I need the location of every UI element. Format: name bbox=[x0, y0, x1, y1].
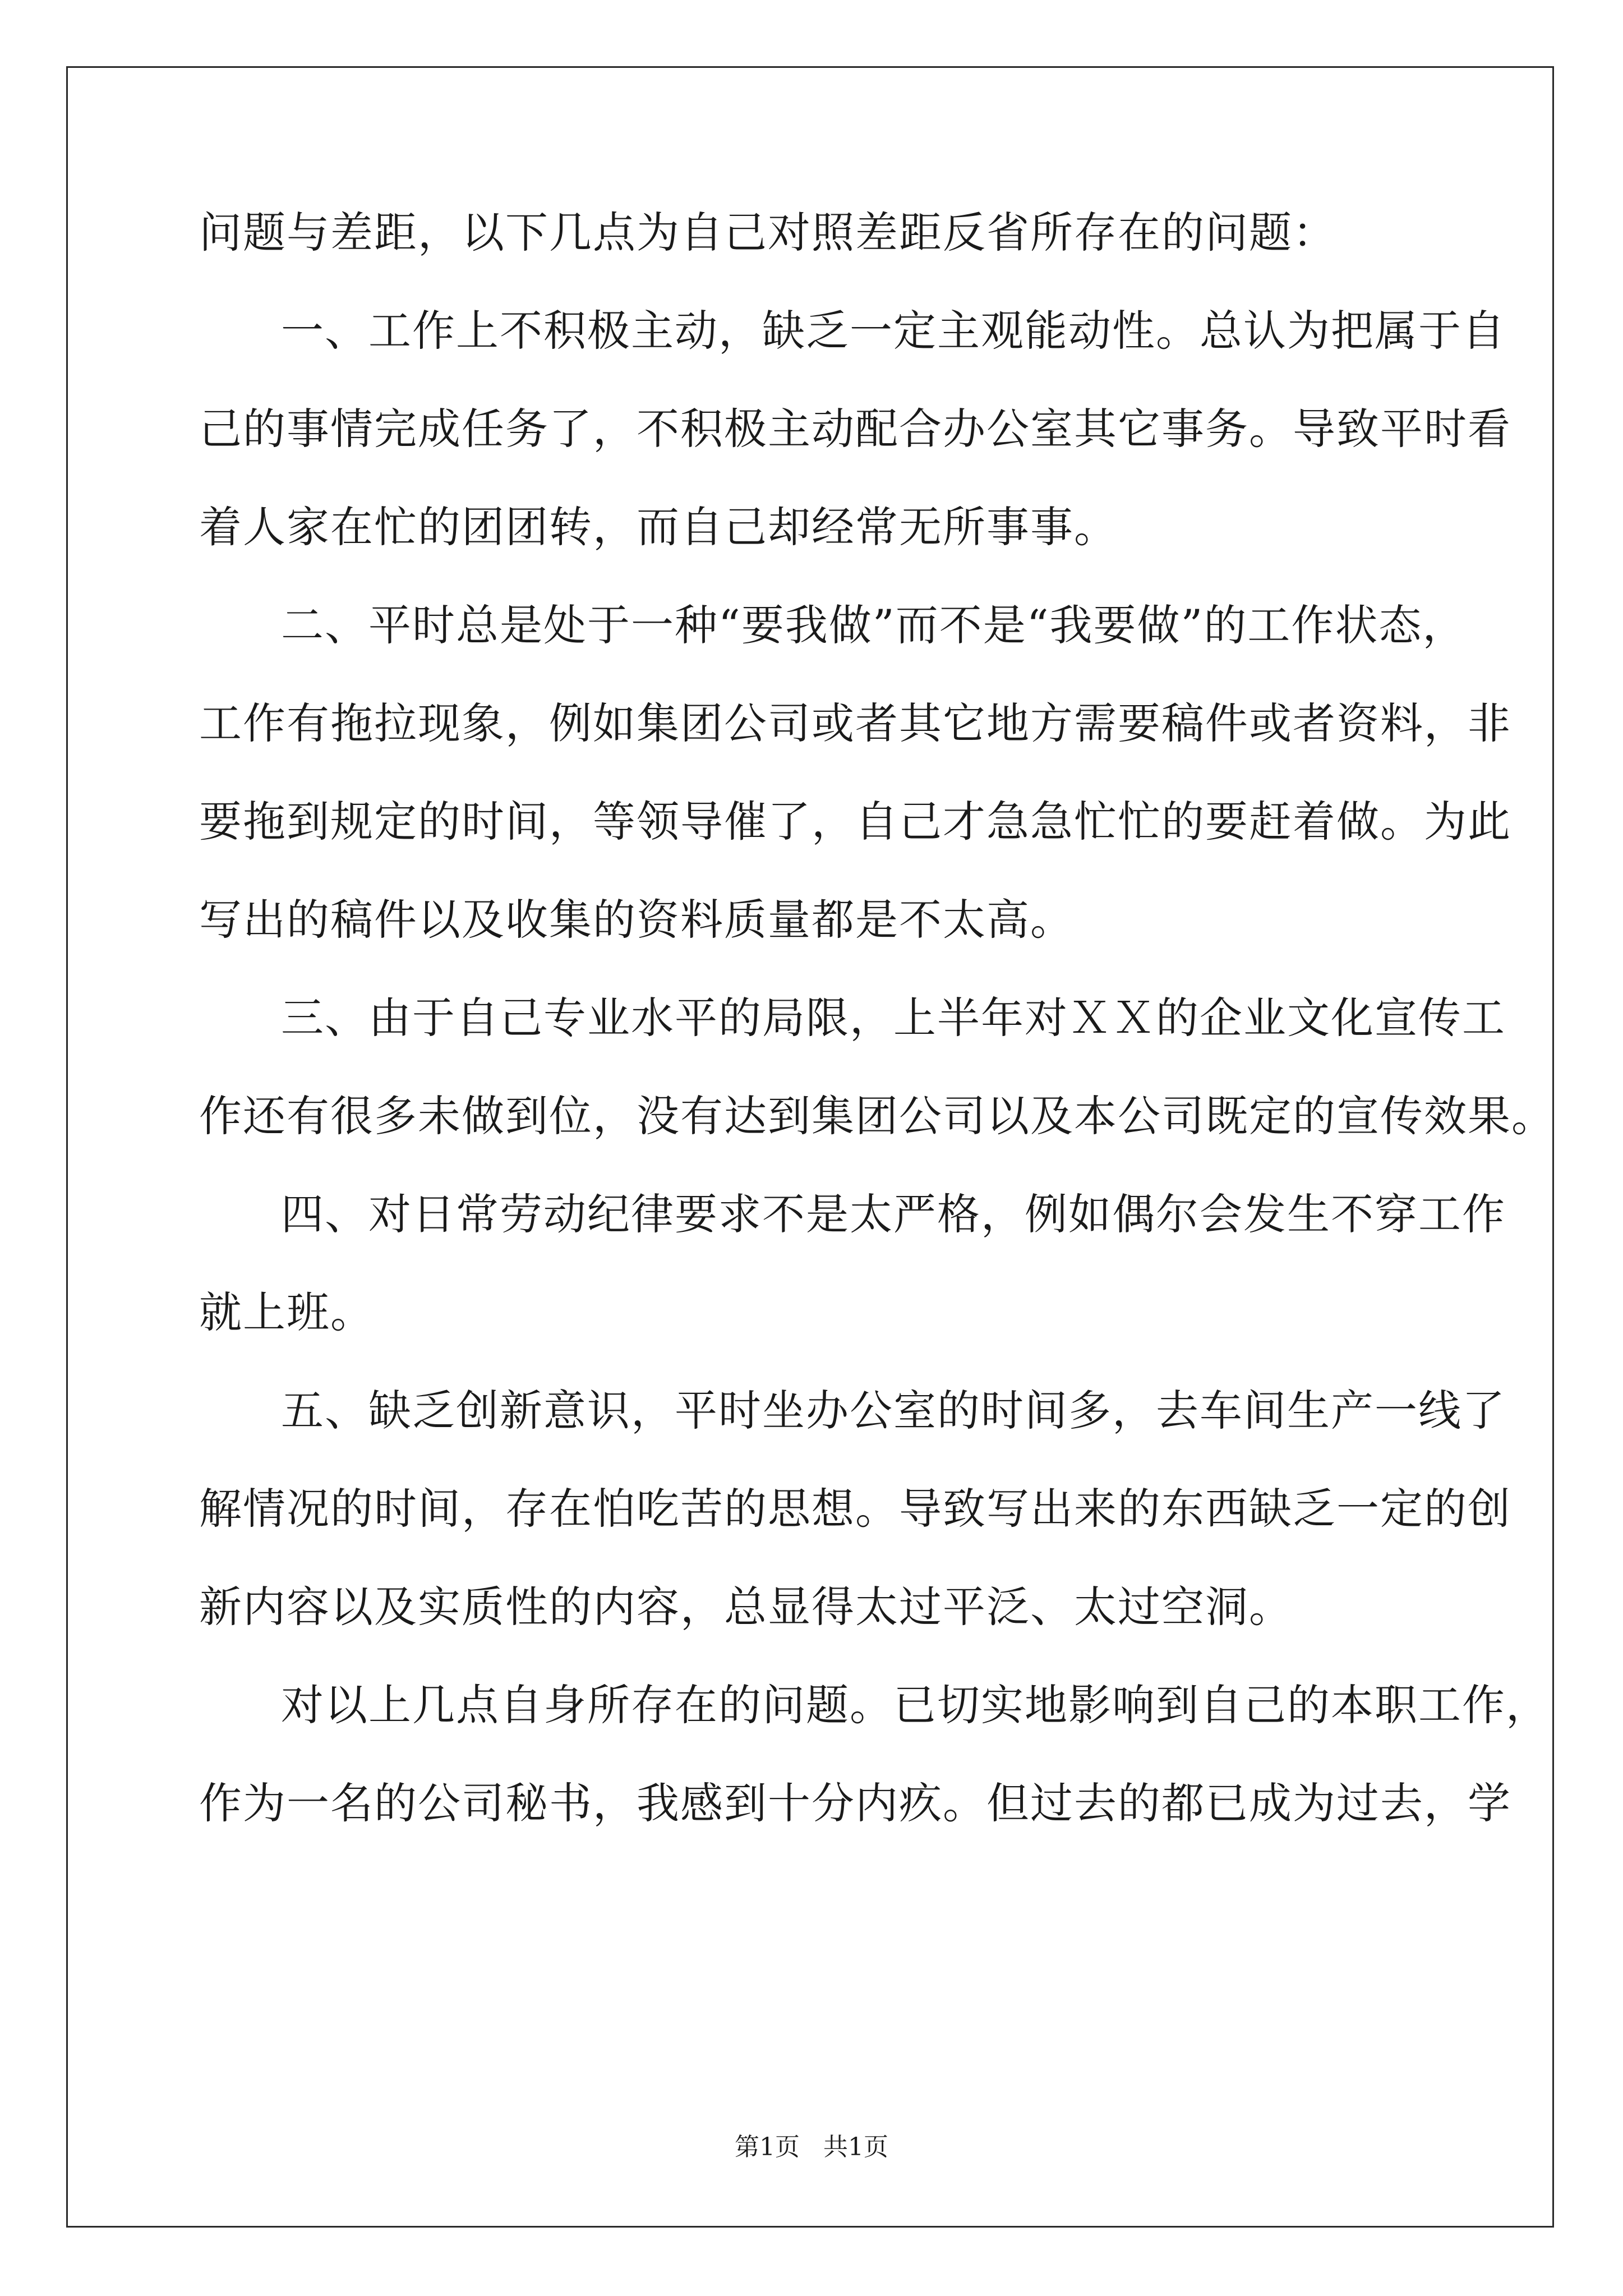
text-line: 工作有拖拉现象，例如集团公司或者其它地方需要稿件或者资料，非 bbox=[199, 698, 1511, 748]
text-line: 一、工作上不积极主动，缺乏一定主观能动性。总认为把属于自 bbox=[281, 306, 1506, 356]
text-line: 己的事情完成任务了，不积极主动配合办公室其它事务。导致平时看 bbox=[199, 404, 1511, 454]
text-line: 五、缺乏创新意识，平时坐办公室的时间多，去车间生产一线了 bbox=[281, 1386, 1506, 1435]
text-line: 写出的稿件以及收集的资料质量都是不太高。 bbox=[199, 895, 1074, 945]
text-line: 对以上几点自身所存在的问题。已切实地影响到自己的本职工作， bbox=[281, 1680, 1550, 1730]
text-line: 解情况的时间，存在怕吃苦的思想。导致写出来的东西缺乏一定的创 bbox=[199, 1484, 1511, 1534]
text-line: 三、由于自己专业水平的局限，上半年对ＸＸ的企业文化宣传工 bbox=[281, 993, 1506, 1043]
text-line: 新内容以及实质性的内容，总显得太过平泛、太过空洞。 bbox=[199, 1582, 1293, 1632]
text-line: 作还有很多未做到位，没有达到集团公司以及本公司既定的宣传效果。 bbox=[199, 1091, 1555, 1141]
page-border bbox=[66, 66, 1554, 2228]
text-line: 二、平时总是处于一种“要我做”而不是“我要做”的工作状态， bbox=[281, 600, 1467, 650]
page-footer: 第1页 共1页 bbox=[735, 2133, 888, 2161]
text-line: 作为一名的公司秘书，我感到十分内疚。但过去的都已成为过去，学 bbox=[199, 1778, 1511, 1828]
text-line: 问题与差距，以下几点为自己对照差距反省所存在的问题： bbox=[199, 208, 1336, 257]
text-line: 就上班。 bbox=[199, 1287, 374, 1337]
text-line: 要拖到规定的时间，等领导催了，自己才急急忙忙的要赶着做。为此 bbox=[199, 797, 1511, 846]
text-line: 四、对日常劳动纪律要求不是太严格，例如偶尔会发生不穿工作 bbox=[281, 1189, 1506, 1239]
text-line: 着人家在忙的团团转，而自己却经常无所事事。 bbox=[199, 502, 1118, 552]
